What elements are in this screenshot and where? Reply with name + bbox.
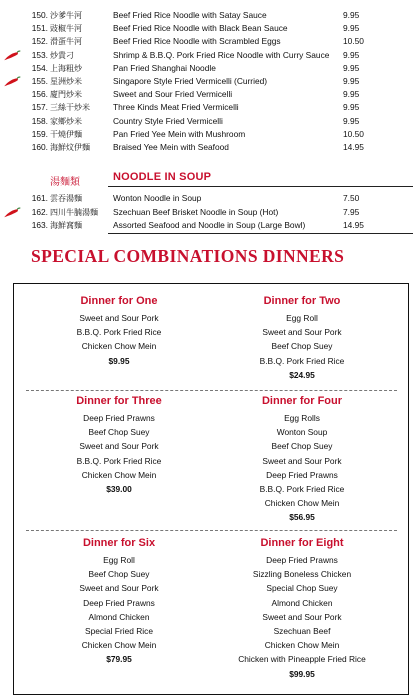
combo-item: Beef Chop Suey bbox=[271, 341, 333, 352]
combo-price: $56.95 bbox=[289, 512, 315, 523]
dinner-combo bbox=[212, 294, 392, 382]
combo-title: Dinner for One bbox=[80, 295, 158, 307]
item-chinese-name: 炒貴刁 bbox=[50, 50, 74, 60]
combo-item: B.B.Q. Pork Fried Rice bbox=[259, 355, 345, 366]
menu-item bbox=[0, 128, 417, 141]
combo-price: $99.95 bbox=[289, 668, 315, 679]
combo-price: $79.95 bbox=[106, 654, 132, 665]
item-price: 9.95 bbox=[343, 62, 360, 73]
combo-item: B.B.Q. Pork Fried Rice bbox=[76, 327, 162, 338]
item-price: 9.95 bbox=[343, 49, 360, 60]
item-number: 154. bbox=[31, 62, 48, 73]
item-name: Shrimp & B.B.Q. Pork Fried Rice Noodle with Curry Sauce bbox=[113, 49, 330, 60]
combo-price: $39.00 bbox=[106, 484, 132, 495]
item-name: Country Style Fried Vermicelli bbox=[113, 115, 223, 126]
chili-pepper-icon bbox=[3, 76, 21, 87]
combo-item: Almond Chicken bbox=[271, 597, 333, 608]
combo-item: Egg Roll bbox=[286, 313, 318, 323]
item-chinese-name: 上海粗炒 bbox=[50, 63, 82, 73]
combo-item: Szechuan Beef bbox=[273, 626, 331, 637]
item-chinese-name: 雲吞湯麵 bbox=[50, 194, 82, 203]
item-price: 10.50 bbox=[343, 36, 364, 47]
item-number: 151. bbox=[31, 23, 48, 34]
dinner-combo bbox=[29, 394, 209, 496]
combo-title: Dinner for Eight bbox=[260, 537, 344, 549]
item-price: 9.95 bbox=[343, 76, 360, 86]
item-chinese-name: 海鮮炆伊麵 bbox=[50, 143, 90, 152]
combo-item: Sweet and Sour Pork bbox=[79, 313, 159, 323]
combo-item: Sweet and Sour Pork bbox=[262, 611, 342, 622]
combo-title: Dinner for Four bbox=[261, 395, 343, 407]
menu-item bbox=[0, 49, 417, 62]
combo-item: Chicken Chow Mein bbox=[81, 341, 157, 352]
combo-item: Egg Rolls bbox=[284, 413, 320, 423]
item-chinese-name: 廈門炒米 bbox=[50, 90, 82, 100]
combo-item: Deep Fried Prawns bbox=[266, 555, 338, 565]
dinner-combo bbox=[29, 536, 209, 666]
item-number: 159. bbox=[31, 128, 48, 139]
item-name: Singapore Style Fried Vermicelli (Curried) bbox=[113, 76, 268, 86]
combinations-title: SPECIAL COMBINATIONS DINNERS bbox=[31, 246, 345, 266]
item-name: Wonton Noodle in Soup bbox=[113, 193, 202, 203]
item-name: Braised Yee Mein with Seafood bbox=[113, 142, 229, 152]
item-name: Sweet and Sour Fried Vermicelli bbox=[113, 89, 233, 100]
item-chinese-name: 海鮮窩麵 bbox=[50, 221, 82, 230]
item-number: 158. bbox=[31, 115, 48, 126]
combo-price: $24.95 bbox=[289, 369, 315, 380]
combo-item: Chicken Chow Mein bbox=[264, 640, 340, 651]
combo-item: Wonton Soup bbox=[276, 427, 328, 438]
combo-title: Dinner for Two bbox=[263, 295, 341, 307]
item-price: 10.50 bbox=[343, 128, 364, 139]
item-price: 9.95 bbox=[343, 115, 360, 126]
combo-item: Beef Chop Suey bbox=[271, 441, 333, 452]
item-name: Three Kinds Meat Fried Vermicelli bbox=[113, 102, 239, 113]
item-price: 7.50 bbox=[343, 193, 360, 203]
menu-item bbox=[0, 141, 417, 154]
combo-item: Sweet and Sour Pork bbox=[262, 455, 342, 466]
item-number: 150. bbox=[31, 10, 48, 20]
item-name: Assorted Seafood and Noodle in Soup (Large Bowl) bbox=[113, 220, 306, 230]
item-number: 163. bbox=[31, 220, 48, 230]
combo-item: Special Chop Suey bbox=[266, 583, 338, 594]
item-number: 161. bbox=[31, 193, 48, 203]
item-chinese-name: 三絲干炒米 bbox=[50, 103, 90, 113]
menu-item bbox=[0, 22, 417, 35]
menu-item bbox=[0, 192, 417, 205]
soup-section-title: NOODLE IN SOUP bbox=[113, 171, 212, 183]
menu-item bbox=[0, 9, 417, 22]
combo-item: Chicken Chow Mein bbox=[81, 469, 157, 480]
item-chinese-name: 星洲炒米 bbox=[50, 77, 82, 86]
combo-item: Beef Chop Suey bbox=[88, 427, 150, 438]
item-number: 162. bbox=[31, 206, 48, 217]
combo-item: Deep Fried Prawns bbox=[266, 469, 338, 480]
menu-item bbox=[0, 88, 417, 101]
combo-title: Dinner for Six bbox=[82, 537, 156, 549]
menu-item bbox=[0, 219, 417, 232]
chili-pepper-icon bbox=[3, 50, 21, 61]
section-divider-bottom bbox=[108, 233, 413, 234]
soup-section-chinese-title: 湯麵類 bbox=[50, 177, 80, 188]
dinner-combo bbox=[212, 394, 392, 524]
item-price: 9.95 bbox=[343, 89, 360, 100]
menu-item bbox=[0, 115, 417, 128]
item-chinese-name: 家鄉炒米 bbox=[50, 116, 82, 126]
item-number: 155. bbox=[31, 76, 48, 86]
combo-item: Deep Fried Prawns bbox=[83, 597, 155, 608]
combo-item: Beef Chop Suey bbox=[88, 569, 150, 580]
combo-item: Egg Roll bbox=[103, 555, 135, 565]
item-name: Beef Fried Rice Noodle with Black Bean Sauce bbox=[113, 23, 288, 34]
combo-item: Sizzling Boneless Chicken bbox=[252, 569, 352, 580]
item-chinese-name: 滑蛋牛河 bbox=[50, 37, 82, 47]
item-name: Beef Fried Rice Noodle with Satay Sauce bbox=[113, 10, 267, 20]
menu-item bbox=[0, 75, 417, 88]
item-chinese-name: 豉椒牛河 bbox=[50, 24, 82, 34]
item-name: Beef Fried Rice Noodle with Scrambled Eggs bbox=[113, 36, 281, 47]
item-number: 156. bbox=[31, 89, 48, 100]
combo-item: Chicken Chow Mein bbox=[81, 640, 157, 651]
combo-item: Chicken with Pineapple Fried Rice bbox=[238, 654, 366, 665]
item-price: 14.95 bbox=[343, 220, 364, 230]
combo-item: Deep Fried Prawns bbox=[83, 413, 155, 423]
chili-pepper-icon bbox=[3, 207, 21, 218]
combo-item: Sweet and Sour Pork bbox=[79, 441, 159, 452]
item-number: 153. bbox=[31, 49, 48, 60]
item-price: 14.95 bbox=[343, 142, 364, 152]
item-price: 9.95 bbox=[343, 23, 360, 34]
combo-item: B.B.Q. Pork Fried Rice bbox=[259, 484, 345, 495]
menu-item bbox=[0, 101, 417, 114]
menu-item bbox=[0, 35, 417, 48]
combinations-box bbox=[13, 283, 409, 695]
combo-item: Almond Chicken bbox=[88, 611, 150, 622]
section-divider-top bbox=[108, 186, 413, 187]
combo-price: $9.95 bbox=[108, 355, 130, 366]
item-name: Pan Fried Shanghai Noodle bbox=[113, 62, 216, 73]
item-price: 9.95 bbox=[343, 10, 360, 20]
item-chinese-name: 干燒伊麵 bbox=[50, 129, 82, 139]
combo-item: B.B.Q. Pork Fried Rice bbox=[76, 455, 162, 466]
item-chinese-name: 沙爹牛河 bbox=[50, 11, 82, 20]
item-number: 157. bbox=[31, 102, 48, 113]
menu-item bbox=[0, 206, 417, 219]
item-name: Szechuan Beef Brisket Noodle in Soup (Hot) bbox=[113, 206, 279, 217]
combo-item: Special Fried Rice bbox=[85, 626, 153, 637]
combo-row-divider bbox=[26, 390, 397, 391]
item-price: 9.95 bbox=[343, 102, 360, 113]
item-number: 152. bbox=[31, 36, 48, 47]
dinner-combo bbox=[212, 536, 392, 681]
combo-row-divider bbox=[26, 530, 397, 531]
item-number: 160. bbox=[31, 142, 48, 152]
item-chinese-name: 四川牛腩湯麵 bbox=[50, 207, 98, 217]
menu-item bbox=[0, 62, 417, 75]
combo-item: Sweet and Sour Pork bbox=[79, 583, 159, 594]
combo-title: Dinner for Three bbox=[76, 395, 162, 407]
combo-item: Sweet and Sour Pork bbox=[262, 327, 342, 338]
item-name: Pan Fried Yee Mein with Mushroom bbox=[113, 128, 246, 139]
combo-item: Chicken Chow Mein bbox=[264, 498, 340, 509]
item-price: 7.95 bbox=[343, 206, 360, 217]
dinner-combo bbox=[29, 294, 209, 368]
